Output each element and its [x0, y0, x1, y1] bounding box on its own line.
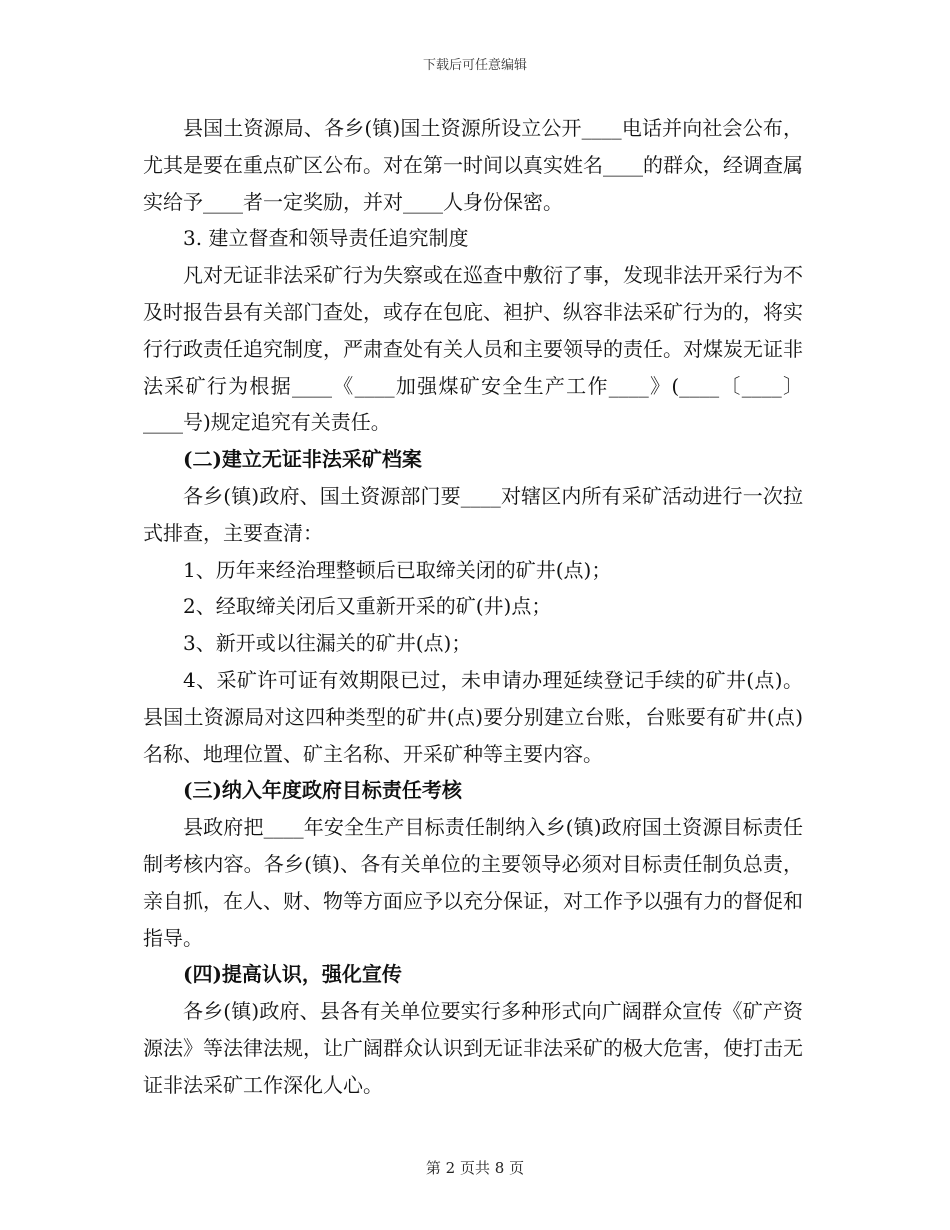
heading-target-assessment: (三)纳入年度政府目标责任考核 — [183, 778, 462, 803]
paragraph-target-assessment: 县政府把____年安全生产目标责任制纳入乡(镇)政府国土资源目标责任制考核内容。各乡(镇)、各有关单位的主要领导必须对目标责任制负总责，亲自抓，在人、财、物等方面应予以充分保证，对工作予以强有力的督促和指导。 — [143, 815, 803, 950]
page-header: 下载后可任意编辑 — [422, 58, 527, 73]
document-body — [143, 110, 803, 1104]
page-footer: 第 2 页共 8 页 — [425, 1159, 525, 1177]
paragraph-publicity: 各乡(镇)政府、县各有关单位要实行多种形式向广阔群众宣传《矿产资源法》等法律法规，让广阔群众认识到无证非法采矿的极大危害，使打击无证非法采矿工作深化人心。 — [143, 999, 803, 1097]
heading-archive: (二)建立无证非法采矿档案 — [183, 447, 422, 472]
heading-supervision: 3. 建立督查和领导责任追究制度 — [183, 226, 469, 251]
list-item-1: 1、历年来经治理整顿后已取缔关闭的矿井(点)； — [183, 557, 612, 582]
list-item-2: 2、经取缔关闭后又重新开采的矿(井)点； — [183, 594, 552, 619]
list-item-4: 4、采矿许可证有效期限已过，未申请办理延续登记手续的矿井(点)。县国土资源局对这四种类型的矿井(点)要分别建立台账，台账要有矿井(点)名称、地理位置、矿主名称、开采矿种等主要内容。 — [143, 667, 803, 766]
paragraph-accountability: 凡对无证非法采矿行为失察或在巡查中敷衍了事，发现非法开采行为不及时报告县有关部门查处，或存在包庇、袒护、纵容非法采矿行为的，将实行行政责任追究制度，严肃查处有关人员和主要领导的责任。对煤炭无证非法采矿行为根据____《____加强煤矿安全生产工作____》(____〔____〕____号)规定追究有关责任。 — [143, 263, 803, 435]
list-item-3: 3、新开或以往漏关的矿井(点)； — [183, 631, 472, 656]
paragraph-hotline: 县国土资源局、各乡(镇)国土资源所设立公开____电话并向社会公布，尤其是要在重点矿区公布。对在第一时间以真实姓名____的群众，经调查属实给予____者一定奖励，并对____人身份保密。 — [143, 116, 803, 214]
heading-publicity: (四)提高认识，强化宣传 — [183, 962, 402, 987]
paragraph-inspection: 各乡(镇)政府、国土资源部门要____对辖区内所有采矿活动进行一次拉式排查，主要查清： — [143, 483, 803, 545]
